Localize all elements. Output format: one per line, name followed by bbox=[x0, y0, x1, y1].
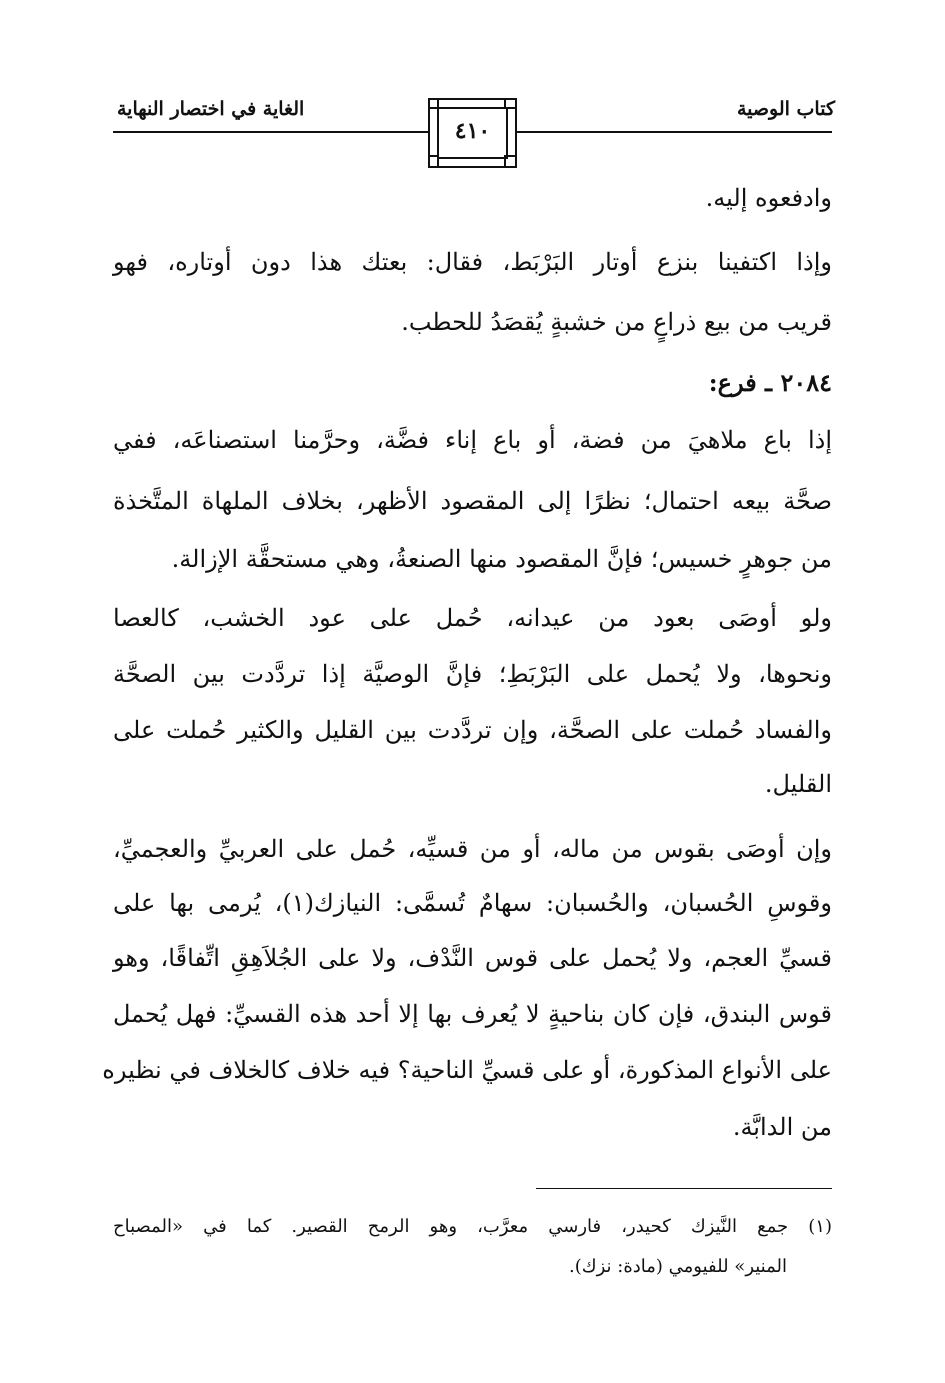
text-line: من الدابَّة. bbox=[732, 1113, 832, 1141]
text-line: قريب من بيع ذراعٍ من خشبةٍ يُقصَدُ للحطب. bbox=[401, 308, 832, 336]
text-line: من جوهرٍ خسيس؛ فإنَّ المقصود منها الصنعةُ، وهي مستحقَّة الإزالة. bbox=[171, 545, 832, 573]
text-line: القليل. bbox=[764, 770, 832, 798]
header-rule-left bbox=[113, 131, 428, 133]
section-heading: ٢٠٨٤ ـ فرع: bbox=[708, 368, 832, 397]
frame-corner-ornament bbox=[437, 155, 439, 166]
footnote-line: (١) جمع النَّيزك كحيدر، فارسي معرَّب، وهو الرمح القصير. كما في «المصباح bbox=[113, 1216, 832, 1237]
text-line: وإن أوصَى بقوس من ماله، أو من قسيِّه، حُمل على العربيِّ والعجميِّ، bbox=[113, 835, 832, 863]
footnote-separator bbox=[536, 1188, 832, 1189]
frame-corner-ornament bbox=[504, 98, 506, 109]
frame-corner-ornament bbox=[437, 98, 439, 109]
page-number: ٤١٠ bbox=[454, 118, 491, 144]
running-header-book-title: كتاب الوصية bbox=[736, 98, 835, 120]
text-line: والفساد حُملت على الصحَّة، وإن تردَّدت بين القليل والكثير حُملت على bbox=[113, 716, 832, 744]
frame-corner-ornament bbox=[504, 155, 506, 166]
text-line: إذا باع ملاهيَ من فضة، أو باع إناء فضَّة، وحرَّمنا استصناعَه، ففي bbox=[113, 426, 832, 454]
header-rule-right bbox=[517, 131, 832, 133]
text-line: وقوسِ الحُسبان، والحُسبان: سهامٌ تُسمَّى: النيازك(١)، يُرمى بها على bbox=[113, 889, 832, 917]
text-line: وادفعوه إليه. bbox=[705, 184, 832, 212]
text-line: ولو أوصَى بعود من عيدانه، حُمل على عود الخشب، كالعصا bbox=[113, 604, 833, 632]
text-line: ونحوها، ولا يُحمل على البَرْبَطِ؛ فإنَّ الوصيَّة إذا تردَّدت بين الصحَّة bbox=[113, 660, 832, 688]
text-line: قوس البندق، فإن كان بناحيةٍ لا يُعرف بها إلا أحد هذه القسيِّ: فهل يُحمل bbox=[113, 1000, 832, 1028]
footnote-line: المنير» للفيومي (مادة: نزك). bbox=[569, 1256, 787, 1277]
running-header-work-title: الغاية في اختصار النهاية bbox=[117, 98, 305, 120]
text-line: قسيِّ العجم، ولا يُحمل على قوس النَّدْف، ولا على الجُلاَهِقِ اتِّفاقًا، وهو bbox=[113, 944, 832, 972]
page-number-frame bbox=[428, 98, 517, 168]
text-line: على الأنواع المذكورة، أو على قسيِّ الناحية؟ فيه خلاف كالخلاف في نظيره bbox=[102, 1056, 832, 1084]
text-line: صحَّة بيعه احتمال؛ نظرًا إلى المقصود الأظهر، بخلاف الملهاة المتَّخذة bbox=[113, 487, 833, 515]
text-line: وإذا اكتفينا بنزع أوتار البَرْبَط، فقال: بعتك هذا دون أوتاره، فهو bbox=[113, 248, 832, 276]
